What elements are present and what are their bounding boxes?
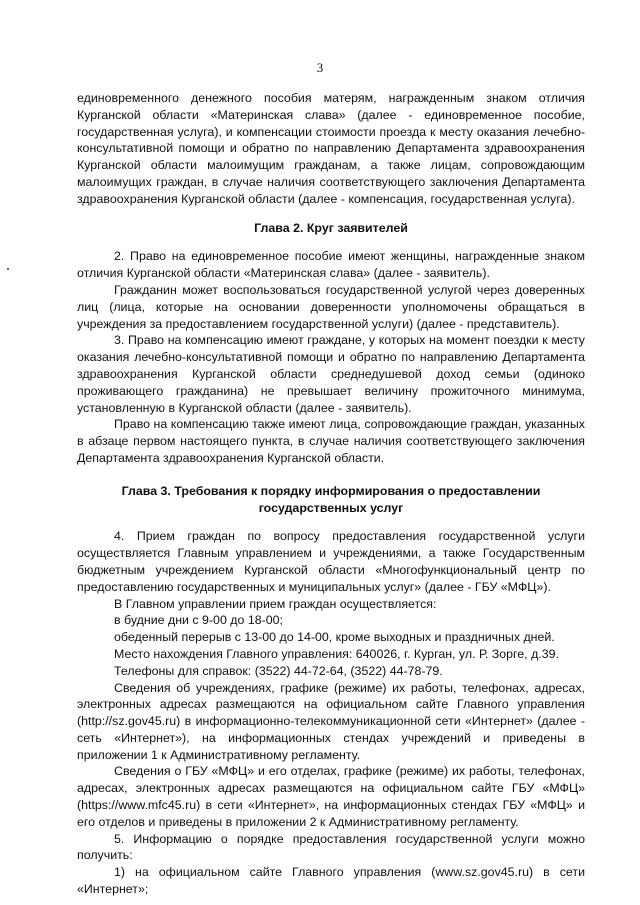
paragraph: Гражданин может воспользоваться государственной услугой через доверенных лиц (лица, которые на основании доверенности уполномочены обращаться в учреждения за предоставлением государственной услуги) (далее - представитель). [77,282,585,331]
paragraph: Место нахождения Главного управления: 640026, г. Курган, ул. Р. Зорге, д.39. [114,646,559,661]
margin-dot [7,268,9,270]
chapter-2-heading: Глава 2. Круг заявителей [254,220,408,235]
chapter-3-heading-line2: государственных услуг [258,500,404,515]
paragraph: 1) на официальном сайте Главного управления (www.sz.gov45.ru) в сети «Интернет»; [77,865,585,897]
paragraph: обеденный перерыв с 13-00 до 14-00, кроме выходных и праздничных дней. [114,630,555,645]
chapter-3-heading-line1: Глава 3. Требования к порядку информирования о предоставлении [121,483,541,498]
paragraph: Телефоны для справок: (3522) 44-72-64, (3522) 44-78-79. [114,663,443,678]
paragraph: 3. Право на компенсацию имеют граждане, у которых на момент поездки к месту оказания лечебно-консультативной помощи и обратно по направлению Департамента здравоохранения Курганской области среднедушевой доход семьи (одиноко проживающего гражданина) не превышает величину прожиточного минимума, установленную в Курганской области (далее - заявитель). [77,333,585,415]
paragraph: в будние дни с 9-00 до 18-00; [114,613,283,628]
paragraph: Сведения об учреждениях, графике (режиме) их работы, телефонах, адресах, электронных адресах размещаются на официальном сайте Главного управления (http://sz.gov45.ru) в информационно-телекоммуникационной сети «Интернет» (далее - сеть «Интернет»), на информационных стендах учреждений и приведены в приложении 1 к Административному регламенту. [77,680,585,762]
paragraph: Право на компенсацию также имеют лица, сопровождающие граждан, указанных в абзаце первом настоящего пункта, в случае наличия соответствующего заключения Департамента здравоохранения Курганской области. [77,417,585,465]
paragraph: 2. Право на единовременное пособие имеют женщины, награжденные знаком отличия Курганской области «Материнская слава» (далее - заявитель). [77,249,585,281]
paragraph: 4. Прием граждан по вопросу предоставления государственной услуги осуществляется Главным управлением и учреждениями, а также Государственным бюджетным учреждением Курганской области «Многофункциональный центр по предоставлению государственных и муниципальных услуг» (далее - ГБУ «МФЦ»). [77,529,585,594]
paragraph: Сведения о ГБУ «МФЦ» и его отделах, графике (режиме) их работы, телефонах, адресах, электронных адресах размещаются на официальном сайте ГБУ «МФЦ» (https://www.mfc45.ru) в сети «Интернет», на информационных стендах ГБУ «МФЦ» и его отделов и приведены в приложении 2 к Административному регламенту. [77,764,585,829]
paragraph: 5. Информацию о порядке предоставления государственной услуги можно получить: [77,831,585,863]
page-number: 3 [316,60,324,75]
paragraph-continuation: единовременного денежного пособия матерям, награжденным знаком отличия Курганской области «Материнская слава» (далее - единовременное пособие, государственная услуга), и компенсации стоимости проезда к месту оказания лечебно-консультативной помощи и обратно по направлению Департамента здравоохранения Курганской области малоимущим гражданам, а также лицам, сопровождающим малоимущих граждан, в случае наличия соответствующего заключения Департамента здравоохранения Курганской области (далее - компенсация, государственная услуга). [77,91,585,206]
document-body [77,90,585,898]
paragraph: В Главном управлении прием граждан осуществляется: [114,596,437,611]
